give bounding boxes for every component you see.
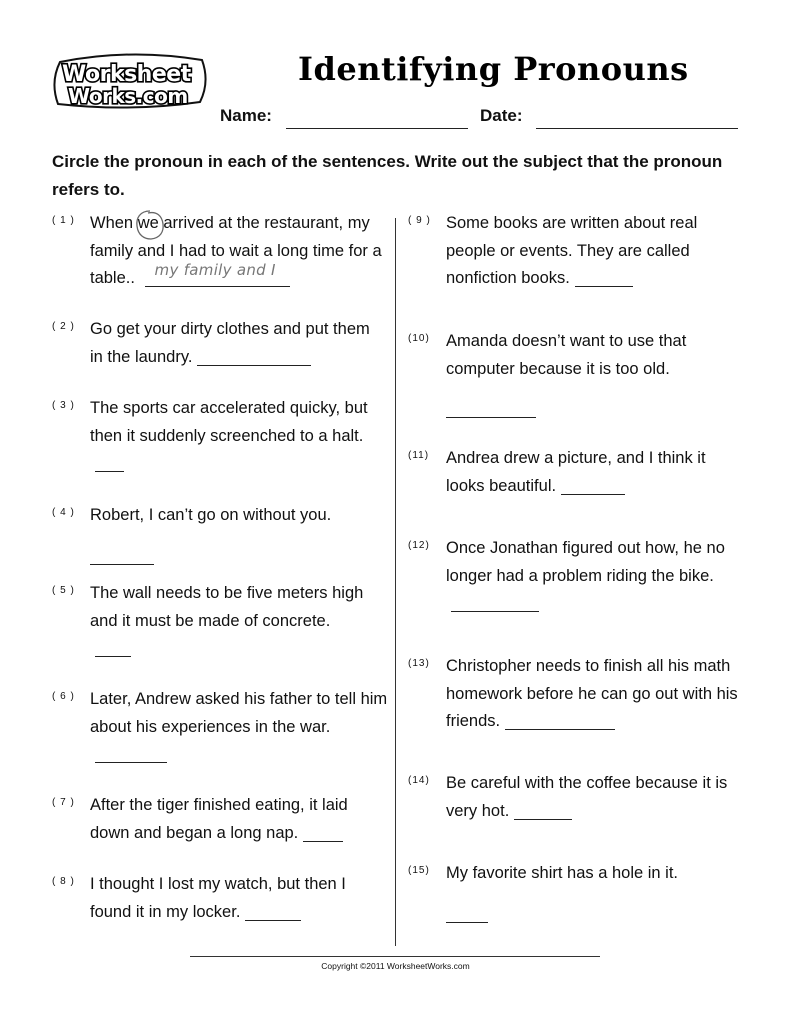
worksheet-title: Identifying Pronouns <box>298 50 689 88</box>
question-number: ( 6 ) <box>52 691 75 702</box>
date-field[interactable] <box>536 128 738 129</box>
question-text: Some books are written about real people or events. They are called nonfiction books. <box>446 214 698 287</box>
question-number: (15) <box>408 865 430 876</box>
question-text: Christopher needs to finish all his math homework before he can go out with his friends. <box>446 657 738 730</box>
question-number: ( 1 ) <box>52 215 75 226</box>
question-text: Robert, I can’t go on without you. <box>90 506 332 524</box>
column-divider <box>395 218 396 946</box>
question-text: Amanda doesn’t want to use that computer because it is too old. <box>446 332 687 378</box>
question-number: ( 9 ) <box>408 215 431 226</box>
question-text: After the tiger finished eating, it laid down and began a long nap. <box>90 796 348 842</box>
answer-blank[interactable] <box>514 803 572 820</box>
circled-pronoun: we <box>138 214 159 232</box>
logo-line1: Worksheet <box>62 62 191 87</box>
answer-blank[interactable] <box>95 746 167 763</box>
question-lead: When <box>90 214 138 232</box>
name-label: Name: <box>220 106 272 125</box>
question-text: Andrea drew a picture, and I think it looks beautiful. <box>446 449 706 495</box>
question-number: ( 2 ) <box>52 321 75 332</box>
question-number: ( 4 ) <box>52 507 75 518</box>
answer-blank[interactable] <box>90 548 154 565</box>
question-number: ( 5 ) <box>52 585 75 596</box>
question-text: arrived at the restaurant, my family and I had to wait a long time for a table.. <box>90 214 382 287</box>
logo-line2: Works.com <box>68 84 188 108</box>
question-text: Be careful with the coffee because it is very hot. <box>446 774 728 820</box>
answer-blank[interactable] <box>303 825 343 842</box>
question-number: (14) <box>408 775 430 786</box>
question-number: (10) <box>408 333 430 344</box>
question-text: I thought I lost my watch, but then I found it in my locker. <box>90 875 346 921</box>
question-number: (12) <box>408 540 430 551</box>
answer-blank[interactable] <box>95 640 131 657</box>
answer-blank[interactable] <box>505 713 615 730</box>
answer-blank[interactable] <box>145 260 290 287</box>
question-text: The sports car accelerated quicky, but then it suddenly screenched to a halt. <box>90 399 368 445</box>
footer-divider <box>190 956 600 957</box>
answer-blank[interactable] <box>446 401 536 418</box>
answer-blank[interactable] <box>446 906 488 923</box>
instructions: Circle the pronoun in each of the sentences. Write out the subject that the pronoun refers to. <box>52 152 723 199</box>
answer-blank[interactable] <box>245 904 301 921</box>
question-number: ( 7 ) <box>52 797 75 808</box>
name-field[interactable] <box>286 128 468 129</box>
question-text: Once Jonathan figured out how, he no longer had a problem riding the bike. <box>446 539 725 585</box>
worksheetworks-logo <box>50 52 210 110</box>
date-label: Date: <box>480 106 523 125</box>
question-number: (11) <box>408 450 430 461</box>
question-number: ( 3 ) <box>52 400 75 411</box>
question-text: The wall needs to be five meters high and it must be made of concrete. <box>90 584 364 630</box>
question-text: My favorite shirt has a hole in it. <box>446 864 679 882</box>
answer-blank[interactable] <box>575 270 633 287</box>
example-answer: my family and I <box>154 260 276 279</box>
question-number: ( 8 ) <box>52 876 75 887</box>
answer-blank[interactable] <box>95 455 124 472</box>
copyright-footer: Copyright ©2011 WorksheetWorks.com <box>321 961 470 971</box>
question-number: (13) <box>408 658 430 669</box>
answer-blank[interactable] <box>451 595 539 612</box>
question-text: Go get your dirty clothes and put them in the laundry. <box>90 320 370 366</box>
answer-blank[interactable] <box>561 478 625 495</box>
answer-blank[interactable] <box>197 349 311 366</box>
question-text: Later, Andrew asked his father to tell him about his experiences in the war. <box>90 690 388 736</box>
